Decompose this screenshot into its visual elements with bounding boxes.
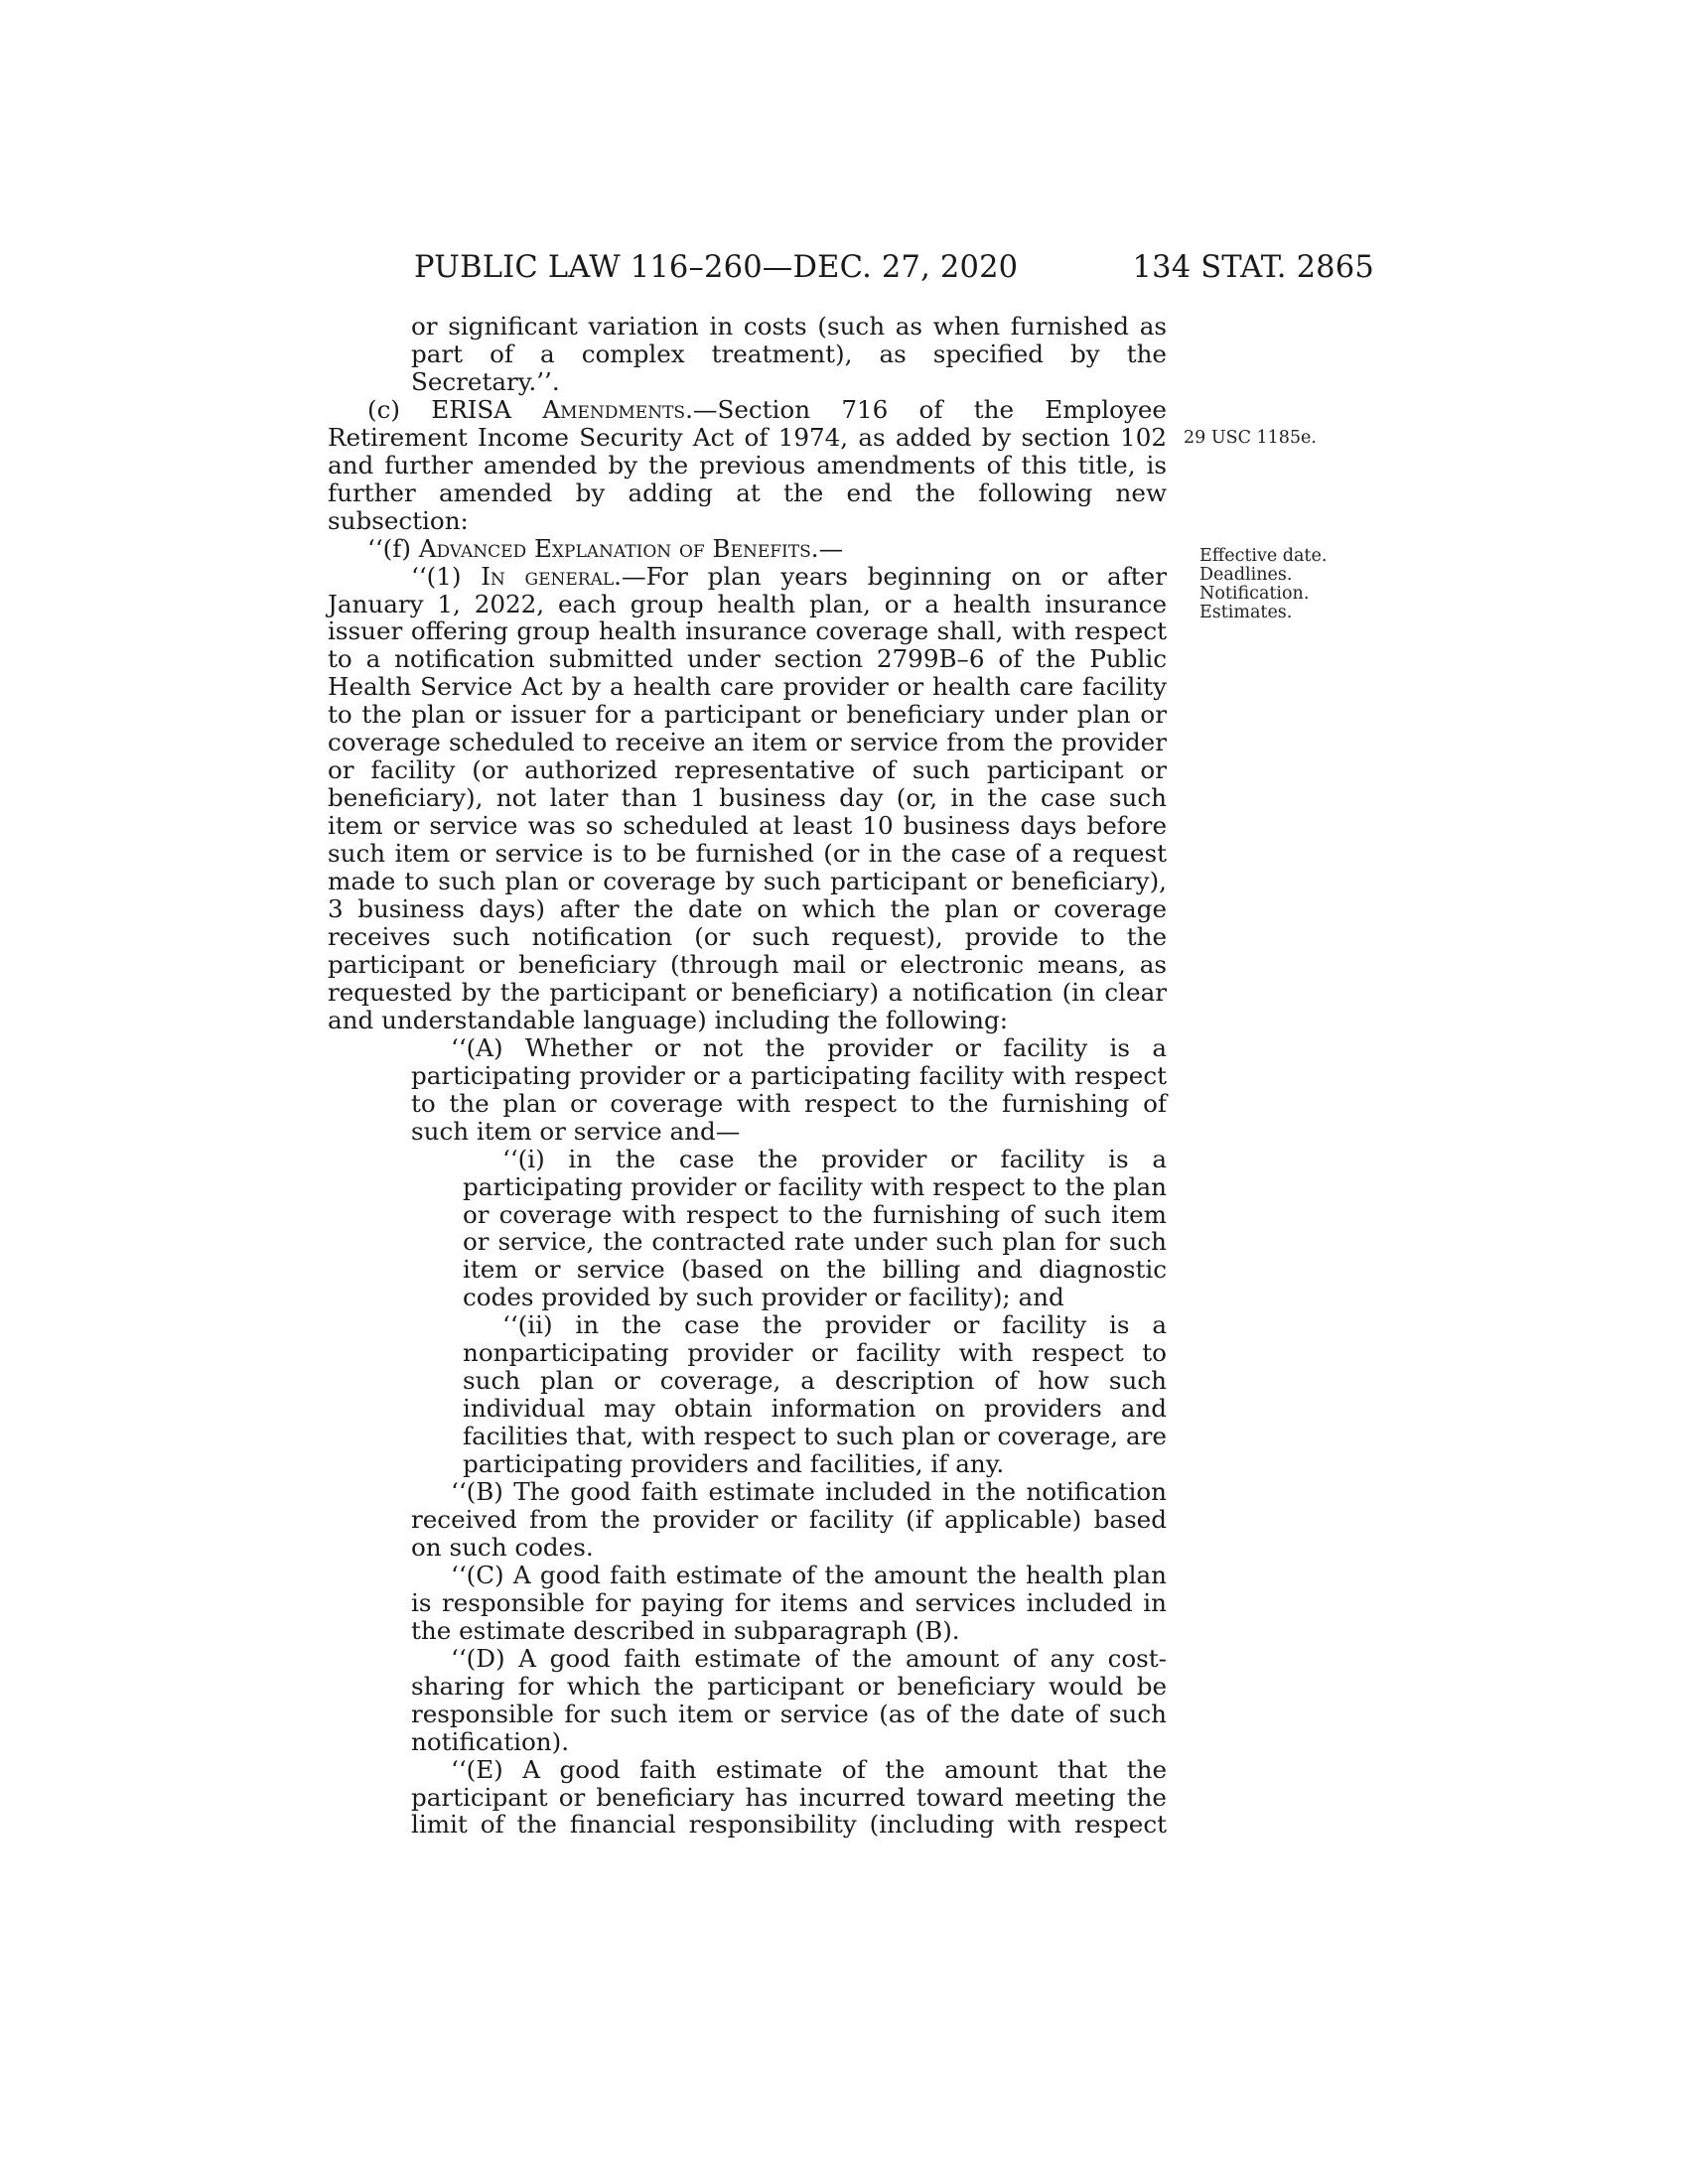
- subsection-c: [328, 396, 1167, 535]
- subsection-f-label: ‘‘(f): [367, 533, 419, 563]
- subsection-f-dash: .—: [810, 533, 844, 563]
- clause-i: ‘‘(i) in the case the provider or facility is a participating provider or facility with respect to the plan or coverage with respect to the furnishing of such item or service, the contracted rate under such plan for such item or service (based on the billing and diagnostic codes provided by such provider or facility); and: [463, 1144, 1167, 1312]
- subparagraph-a: [328, 1034, 1167, 1146]
- public-law-heading: PUBLIC LAW 116–260—DEC. 27, 2020: [414, 250, 1019, 285]
- statute-body: [328, 313, 1167, 1839]
- statute-page-number: 134 STAT. 2865: [1132, 250, 1374, 285]
- margin-tag-effective-date: Effective date.: [1199, 546, 1328, 566]
- subparagraph-c: ‘‘(C) A good faith estimate of the amount the health plan is responsible for paying for items and services included in the estimate described in subparagraph (B).: [411, 1560, 1167, 1645]
- subparagraph-d: ‘‘(D) A good faith estimate of the amount of any cost-sharing for which the participant or beneficiary would be responsible for such item or service (as of the date of such notification).: [411, 1643, 1167, 1756]
- subsection-c-text: .—Section 716 of the Employee Retirement Income Security Act of 1974, as added by section 102 and further amended by the previous amendments of this title, is further amended by adding at the end the following new subsection:: [328, 394, 1167, 535]
- paragraph-1: [328, 563, 1167, 1034]
- margin-tag-estimates: Estimates.: [1199, 603, 1293, 622]
- subparagraph-e: ‘‘(E) A good faith estimate of the amount that the participant or beneficiary has incurred toward meeting the limit of the financial responsibility (including with respect: [411, 1754, 1167, 1840]
- subsection-f-heading: Advanced Explanation of Benefits: [418, 533, 811, 563]
- subparagraph-a-text: ‘‘(A) Whether or not the provider or facility is a participating provider or a participating facility with respect to the plan or coverage with respect to the furnishing of such item or service and—: [411, 1032, 1167, 1146]
- paragraph-continuation: or significant variation in costs (such as when furnished as part of a complex treatment), as specified by the Secretary.’’.: [411, 312, 1167, 396]
- subsection-f: [328, 535, 1167, 563]
- page-header: [414, 250, 1374, 290]
- margin-tag-deadlines: Deadlines.: [1199, 565, 1293, 585]
- margin-tags: [1199, 547, 1327, 622]
- margin-tag-notification: Notification.: [1199, 584, 1310, 604]
- paragraph-1-heading: In general: [481, 561, 615, 591]
- clause-ii: ‘‘(ii) in the case the provider or facility is a nonparticipating provider or facility with respect to such plan or coverage, a description of how such individual may obtain information on providers and facilities that, with respect to such plan or coverage, are participating providers and facilities, if any.: [463, 1310, 1167, 1479]
- paragraph-1-text: .—For plan years beginning on or after January 1, 2022, each group health plan, or a health insurance issuer offering group health insurance coverage shall, with respect to a notification submitted under section 2799B–6 of the Public Health Service Act by a health care provider or health care facility to the plan or issuer for a participant or beneficiary under plan or coverage scheduled to receive an item or service from the provider or facility (or authorized representative of such participant or beneficiary), not later than 1 business day (or, in the case such item or service was so scheduled at least 10 business days before such item or service is to be furnished (or in the case of a request made to such plan or coverage by such participant or beneficiary), 3 business days) after the date on which the plan or coverage receives such notification (or such request), provide to the participant or beneficiary (through mail or electronic means, as requested by the participant or beneficiary) a notification (in clear and understandable language) including the following:: [328, 561, 1167, 1034]
- subsection-c-label: (c) ERISA: [367, 394, 543, 424]
- subsection-c-heading: Amendments: [542, 394, 686, 424]
- usc-citation-note: 29 USC 1185e.: [1184, 428, 1317, 448]
- subparagraph-b: ‘‘(B) The good faith estimate included in the notification received from the provider or facility (if applicable) based on such codes.: [411, 1477, 1167, 1562]
- paragraph-1-label: ‘‘(1): [411, 561, 482, 591]
